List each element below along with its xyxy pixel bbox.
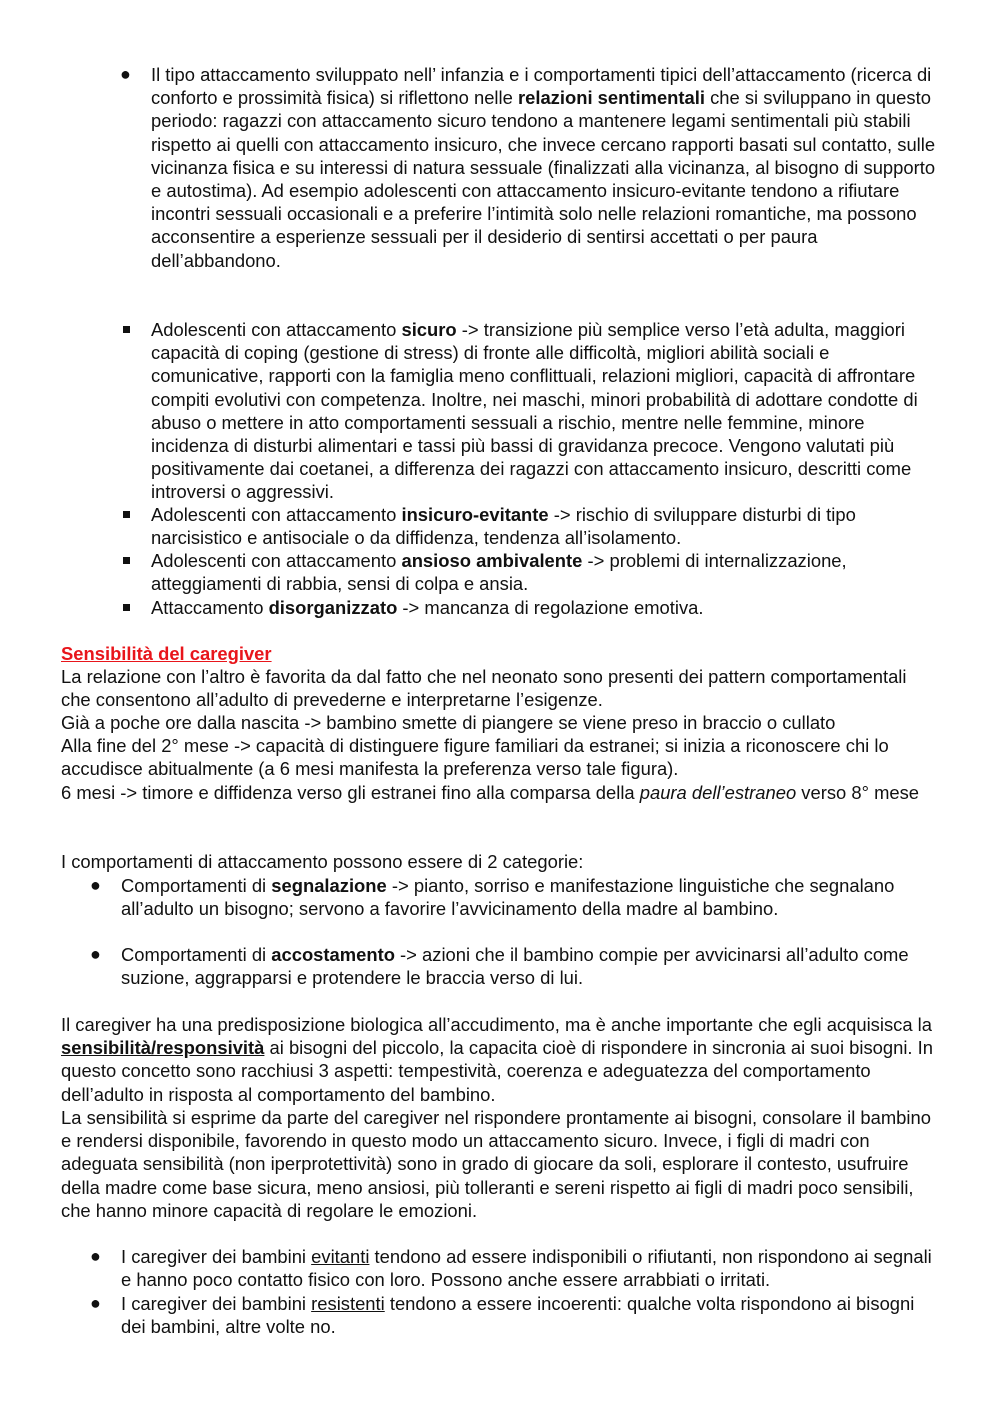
list-item <box>151 318 941 504</box>
bullet-dot-icon: ● <box>90 1293 101 1313</box>
paragraph: Già a poche ore dalla nascita -> bambino smette di piangere se viene preso in braccio o cullato <box>61 712 836 733</box>
square-bullet-icon <box>123 326 130 333</box>
italic-term: paura dell’estraneo <box>639 782 797 803</box>
paragraph: La relazione con l’altro è favorita da dal fatto che nel neonato sono presenti dei pattern comportamentali che consentono all’adulto di prevederne e interpretarne l’esigenze. <box>61 666 907 711</box>
bullet-dot-icon: ● <box>90 875 101 895</box>
list-item-text: Adolescenti con attaccamento ansioso ambivalente -> problemi di internalizzazione, atteggiamenti di rabbia, sensi di colpa e ansia. <box>151 550 847 595</box>
bullet-dot-icon: ● <box>120 64 131 84</box>
list-item-text: Comportamenti di accostamento -> azioni che il bambino compie per avvicinarsi all’adulto come suzione, aggrapparsi e protendere le braccia verso di lui. <box>121 944 909 989</box>
square-bullet-icon <box>123 511 130 518</box>
list-item <box>90 1245 941 1291</box>
bullet-dot-icon: ● <box>90 944 101 964</box>
bold-term: sicuro <box>401 319 457 340</box>
bold-term: disorganizzato <box>268 597 398 618</box>
bold-term: segnalazione <box>271 875 387 896</box>
section-heading: Sensibilità del caregiver <box>61 643 272 664</box>
list-item-text: Adolescenti con attaccamento sicuro -> transizione più semplice verso l’età adulta, maggiori capacità di coping (gestione di stress) di fronte alle difficoltà, migliori abilità sociali e comunicative, rapporti con la famiglia meno conflittuali, relazioni migliori, capacità di affrontare compiti evolutivi con competenza. Inoltre, nei maschi, minori probabilità di adottare condotte di abuso o mettere in atto comportamenti sessuali a rischio, mentre nelle femmine, minore incidenza di disturbi alimentari e tassi più bassi di gravidanza precoce. Vengono valutati più positivamente dai coetanei, a differenza dei ragazzi con attaccamento insicuro, descritti come introversi o aggressivi. <box>151 319 918 503</box>
list-item-text: Attaccamento disorganizzato -> mancanza di regolazione emotiva. <box>151 597 704 618</box>
list-item-text: Il tipo attaccamento sviluppato nell’ infanzia e i comportamenti tipici dell’attaccamento (ricerca di conforto e prossimità fisica) si riflettono nelle relazioni sentimentali che si sviluppano in questo periodo: ragazzi con attaccamento sicuro tendono a mantenere legami sentimentali più stabili rispetto ai quelli con attaccamento insicuro, che invece cercano rapporti basati sul contatto, sulle vicinanza fisica e su interessi di natura sessuale (finalizzati alla vicinanza, al bisogno di supporto e autostima). Ad esempio adolescenti con attaccamento insicuro-evitante tendono a rifiutare incontri sessuali occasionali e a preferire l’intimità solo nelle relazioni romantiche, ma possono acconsentire a esperienze sessuali per il desiderio di sentirsi accettati o per paura dell’abbandono. <box>151 64 936 271</box>
list-item <box>90 943 941 989</box>
list-item <box>151 596 941 619</box>
paragraph: La sensibilità si esprime da parte del caregiver nel rispondere prontamente ai bisogni, consolare il bambino e rendersi disponibile, favorendo in questo modo un attaccamento sicuro. Invece, i figli di madri con adeguata sensibilità (non iperprotettività) sono in grado di giocare da soli, esplorare il contesto, usufruire della madre come base sicura, meno ansiosi, più tolleranti e sereni rispetto ai figli di madri poco sensibili, che hanno minore capacità di regolare le emozioni. <box>61 1107 931 1221</box>
bullet-dot-icon: ● <box>90 1246 101 1266</box>
bold-underlined-term: sensibilità/responsività <box>61 1037 265 1059</box>
list-item-text: Comportamenti di segnalazione -> pianto, sorriso e manifestazione linguistiche che segnalano all’adulto un bisogno; servono a favorire l’avvicinamento della madre al bambino. <box>121 875 895 920</box>
list-item <box>151 503 941 549</box>
square-bullet-icon <box>123 557 130 564</box>
bold-term: relazioni sentimentali <box>517 87 705 109</box>
list-item-text: Adolescenti con attaccamento insicuro-evitante -> rischio di sviluppare disturbi di tipo narcisistico e antisociale o da diffidenza, tendenza all’isolamento. <box>151 504 856 549</box>
list-item-text: I caregiver dei bambini resistenti tendono a essere incoerenti: qualche volta rispondono ai bisogni dei bambini, altre volte no. <box>121 1293 915 1338</box>
list-item-text: I caregiver dei bambini evitanti tendono ad essere indisponibili o rifiutanti, non rispondono ai segnali e hanno poco contatto fisico con loro. Possono anche essere arrabbiati o irritati. <box>121 1246 932 1291</box>
paragraph: Il caregiver ha una predisposizione biologica all’accudimento, ma è anche importante che egli acquisisca la sensibilità/responsività ai bisogni del piccolo, la capacita cioè di rispondere in sincronia ai suoi bisogni. In questo concetto sono racchiusi 3 aspetti: tempestività, coerenza e adeguatezza del comportamento dell’adulto in risposta al comportamento del bambino. <box>61 1014 933 1105</box>
list-item <box>90 874 941 920</box>
bold-term: accostamento <box>271 944 395 965</box>
paragraph: I comportamenti di attaccamento possono essere di 2 categorie: <box>61 851 584 872</box>
list-item <box>90 1292 941 1338</box>
list-item <box>151 549 941 595</box>
bold-term: insicuro-evitante <box>401 504 549 525</box>
square-bullet-icon <box>123 604 130 611</box>
list-item <box>120 63 941 272</box>
paragraph: 6 mesi -> timore e diffidenza verso gli estranei fino alla comparsa della paura dell’estraneo verso 8° mese <box>61 782 920 803</box>
bold-term: ansioso ambivalente <box>401 550 583 571</box>
underlined-term: resistenti <box>311 1293 385 1314</box>
underlined-term: evitanti <box>311 1246 370 1267</box>
paragraph: Alla fine del 2° mese -> capacità di distinguere figure familiari da estranei; si inizia a riconoscere chi lo accudisce abitualmente (a 6 mesi manifesta la preferenza verso tale figura). <box>61 735 889 780</box>
